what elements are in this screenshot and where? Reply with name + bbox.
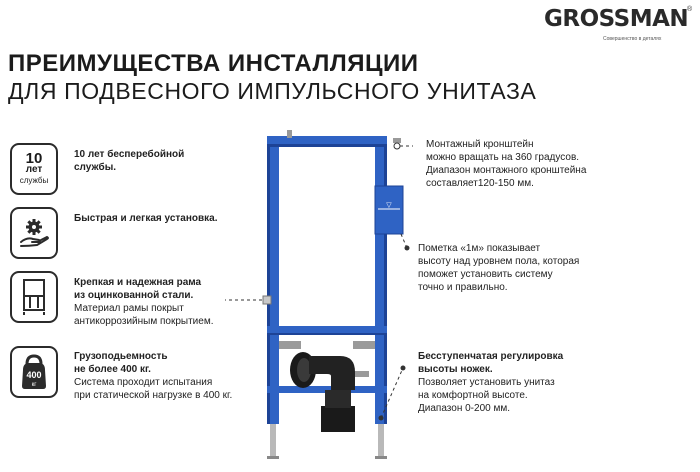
weight-unit: кг [31, 382, 37, 388]
feature-marker-line-3: поможет установить систему [418, 269, 553, 280]
weight-value: 400 [26, 370, 42, 380]
feature-bracket-text [426, 138, 586, 190]
warranty-10-years-icon [10, 143, 58, 195]
frame-icon [10, 271, 58, 323]
warranty-word: лет [25, 163, 43, 175]
registered-mark: ® [687, 6, 693, 13]
feature-frame-line-2: антикоррозийным покрытием. [74, 316, 214, 327]
feature-legs-text [418, 350, 563, 415]
brand-tagline: Совершенство в деталях [603, 36, 662, 42]
feature-legs-line-2: на комфортной высоте. [418, 390, 528, 401]
feature-bracket-line-2: можно вращать на 360 градусов. [426, 152, 580, 163]
feature-marker-line-1: Пометка «1м» показывает [418, 243, 541, 254]
feature-warranty-bold-2: службы. [74, 162, 117, 173]
feature-install-bold-1: Быстрая и легкая установка. [74, 213, 218, 224]
feature-marker-line-2: высоту над уровнем пола, которая [418, 256, 580, 267]
feature-bracket-line-4: составляет120-150 мм. [426, 178, 534, 189]
feature-legs-bold-2: высоты ножек. [418, 364, 493, 375]
feature-frame-line-1: Материал рамы покрыт [74, 303, 184, 314]
feature-marker-text [418, 242, 579, 294]
feature-load-text [74, 350, 232, 402]
feature-bracket-line-1: Монтажный кронштейн [426, 139, 534, 150]
feature-legs-line-1: Позволяет установить унитаз [418, 377, 555, 388]
feature-warranty-text [74, 148, 184, 174]
feature-legs-bold-1: Бесступенчатая регулировка [418, 351, 564, 362]
feature-frame-bold-2: из оцинкованной стали. [74, 290, 194, 301]
svg-text:▽: ▽ [386, 202, 392, 209]
page-subtitle: ДЛЯ ПОДВЕСНОГО ИМПУЛЬСНОГО УНИТАЗА [8, 78, 537, 104]
feature-load-bold-2: не более 400 кг. [74, 364, 151, 375]
feature-marker-line-4: точно и правильно. [418, 282, 508, 293]
feature-install-text [74, 212, 218, 225]
feature-load-line-2: при статической нагрузке в 400 кг. [74, 390, 233, 401]
feature-load-bold-1: Грузоподьемность [74, 351, 168, 362]
page-title: ПРЕИМУЩЕСТВА ИНСТАЛЛЯЦИИ [8, 50, 419, 77]
warranty-number: 10 [25, 149, 43, 167]
feature-frame-text [74, 276, 213, 328]
hand-gear-icon [10, 207, 58, 259]
installation-frame-illustration [225, 128, 425, 472]
warranty-sub: службы [19, 175, 49, 185]
brand-logo: GROSSMAN [544, 6, 689, 32]
feature-warranty-bold-1: 10 лет бесперебойной [74, 149, 185, 160]
feature-bracket-line-3: Диапазон монтажного кронштейна [426, 165, 587, 176]
weight-kettlebell-icon [10, 346, 58, 398]
feature-frame-bold-1: Крепкая и надежная рама [74, 277, 202, 288]
feature-legs-line-3: Диапазон 0-200 мм. [418, 403, 511, 414]
feature-load-line-1: Система проходит испытания [74, 377, 213, 388]
